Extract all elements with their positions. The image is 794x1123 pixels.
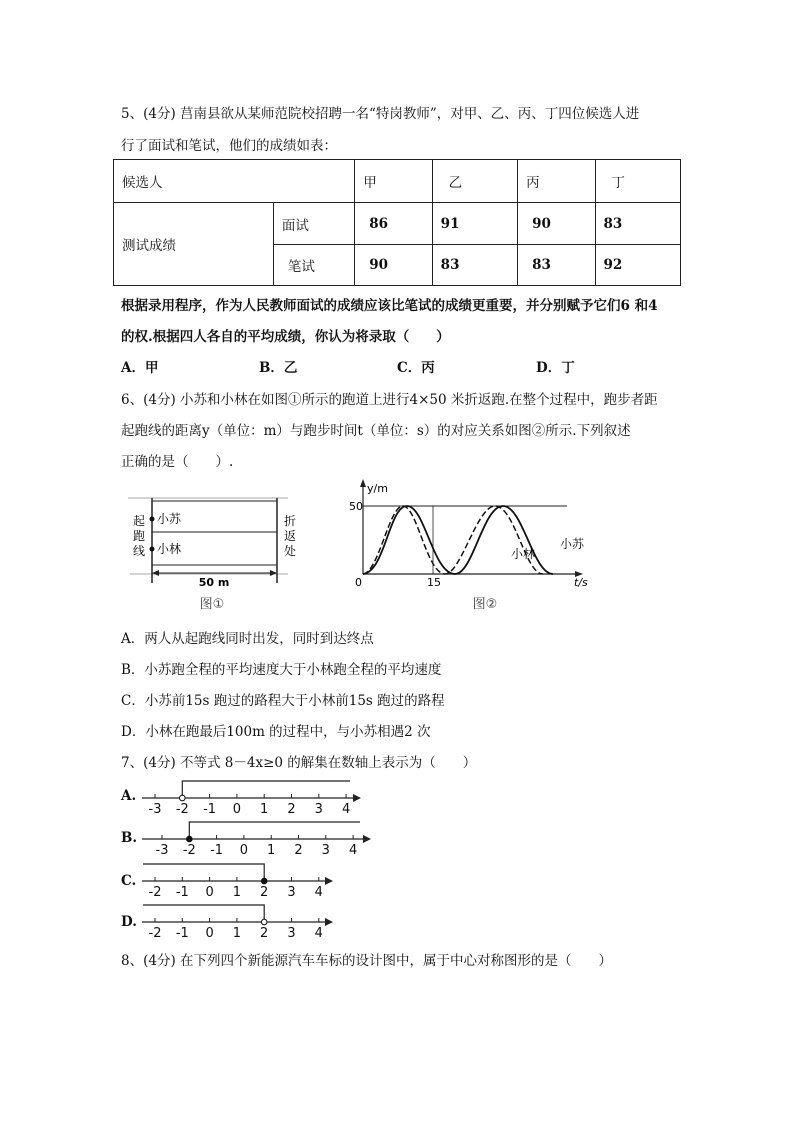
table-cell: 92 [595, 245, 680, 286]
closed-endpoint [187, 836, 193, 842]
number-line-tick-label: 2 [287, 802, 296, 817]
number-line-tick-label: 3 [321, 843, 330, 858]
q5-stem-line1: 5、(4分) 莒南县欲从某师范院校招聘一名“特岗教师”，对甲、乙、丙、丁四位候选人进 [121, 106, 640, 122]
solution-ray [143, 905, 264, 919]
number-line-tick-label: 4 [314, 926, 323, 941]
number-line-b[interactable] [140, 818, 380, 862]
number-line-tick-label: 0 [239, 843, 249, 858]
solution-ray [189, 822, 360, 836]
x-axis-label: t/s [574, 576, 588, 589]
q5-stem-line2: 行了面试和笔试，他们的成绩如表： [121, 138, 337, 154]
number-line-tick-label: 0 [205, 885, 214, 900]
table-cell: 91 [432, 203, 517, 245]
q7-option-d-label[interactable]: D. [121, 914, 137, 930]
table-cell: 90 [518, 203, 595, 245]
table-row-label: 面试 [273, 203, 354, 245]
start-line-label-char: 跑 [132, 529, 146, 543]
q6-stem-line3: 正确的是（ ）. [121, 454, 234, 470]
number-line-tick-label: -3 [148, 802, 162, 817]
table-candidate: 乙 [432, 160, 517, 203]
turn-point-label-char: 处 [283, 544, 297, 558]
runner-a-label: 小苏 [157, 512, 182, 526]
number-line-tick-label: 4 [314, 885, 323, 900]
number-line-tick-label: 0 [232, 802, 242, 817]
y-tick-50: 50 [349, 500, 363, 513]
q6-stem-line1: 6、(4分) 小苏和小林在如图①所示的跑道上进行4×50 米折返跑.在整个过程中，跑步者距 [121, 392, 658, 408]
number-line-tick-label: -2 [148, 926, 162, 941]
number-line-tick-label: -2 [148, 885, 162, 900]
closed-endpoint [261, 878, 267, 884]
number-line-tick-label: -1 [210, 843, 224, 858]
open-endpoint [261, 919, 267, 925]
start-line-label-char: 线 [132, 544, 146, 558]
table-cell: 83 [595, 203, 680, 245]
table-candidate: 丙 [518, 160, 595, 203]
number-line-tick-label: -1 [203, 802, 217, 817]
number-line-tick-label: 2 [260, 885, 269, 900]
number-line-a[interactable] [140, 775, 370, 819]
solution-ray [143, 864, 264, 878]
q7-option-a-label[interactable]: A. [121, 788, 137, 804]
number-line-tick-label: 1 [267, 843, 276, 858]
q7-option-c-label[interactable]: C. [121, 873, 137, 889]
number-line-arrowhead [363, 835, 371, 843]
number-line-tick-label: -2 [175, 802, 189, 817]
q8-stem: 8、(4分) 在下列四个新能源汽车车标的设计图中，属于中心对称图形的是（ ） [121, 953, 613, 969]
number-line-arrowhead [325, 877, 333, 885]
runner-a-dot [150, 517, 155, 522]
q5-option-d[interactable]: D．丁 [536, 360, 575, 376]
number-line-arrowhead [353, 794, 361, 802]
start-line-label-char: 起 [132, 514, 146, 528]
number-line-c[interactable] [140, 860, 340, 904]
number-line-tick-label: -3 [155, 843, 169, 858]
track-figure [128, 488, 308, 616]
length-label: 50 m [198, 576, 230, 589]
q6-stem-line2: 起跑线的距离y（单位：m）与跑步时间t（单位：s）的对应关系如图②所示.下列叙述 [121, 423, 631, 439]
table-row-label: 笔试 [273, 245, 354, 286]
x-tick-0: 0 [355, 576, 362, 589]
q6-option-c[interactable]: C．小苏前15s 跑过的路程大于小林前15s 跑过的路程 [121, 693, 445, 709]
table-cell: 86 [355, 203, 432, 245]
fig1-caption: 图① [199, 597, 225, 612]
q6-option-a[interactable]: A．两人从起跑线同时出发，同时到达终点 [121, 631, 374, 647]
q7-option-b-label[interactable]: B. [121, 830, 138, 846]
table-cell: 90 [355, 245, 432, 286]
q5-option-c[interactable]: C．丙 [397, 360, 435, 376]
number-line-tick-label: 2 [294, 843, 303, 858]
table-cell: 83 [432, 245, 517, 286]
number-line-tick-label: 3 [314, 802, 323, 817]
number-line-tick-label: -1 [175, 926, 189, 941]
q5-followup-line1: 根据录用程序，作为人民教师面试的成绩应该比笔试的成绩更重要，并分别赋予它们6 和4 [121, 298, 658, 314]
y-axis-label: y/m [367, 482, 388, 495]
series-xiaosu-curve [363, 506, 553, 574]
series-xiaosu-label: 小苏 [560, 537, 585, 551]
number-line-tick-label: 1 [232, 926, 242, 941]
number-line-tick-label: -2 [182, 843, 196, 858]
turn-point-label-char: 返 [283, 529, 297, 543]
number-line-tick-label: 2 [260, 926, 269, 941]
number-line-tick-label: 4 [341, 802, 351, 817]
open-endpoint [180, 795, 186, 801]
table-cell: 83 [518, 245, 595, 286]
q5-option-a[interactable]: A．甲 [121, 360, 159, 376]
number-line-tick-label: 4 [348, 843, 358, 858]
solution-ray [182, 781, 350, 795]
q6-option-b[interactable]: B．小苏跑全程的平均速度大于小林跑全程的平均速度 [121, 662, 442, 678]
number-line-arrowhead [325, 918, 333, 926]
table-header-label: 候选人 [114, 160, 355, 203]
number-line-tick-label: 1 [232, 885, 242, 900]
table-candidate: 丁 [595, 160, 680, 203]
number-line-d[interactable] [140, 901, 340, 945]
number-line-tick-label: -1 [175, 885, 189, 900]
series-xiaolin-label: 小林 [511, 547, 536, 561]
runner-b-label: 小林 [157, 542, 182, 556]
number-line-tick-label: 0 [205, 926, 214, 941]
q5-option-b[interactable]: B．乙 [259, 360, 298, 376]
q5-followup-line2: 的权.根据四人各自的平均成绩，你认为将录取（ ） [121, 329, 450, 345]
q7-stem: 7、(4分) 不等式 8－4x≥0 的解集在数轴上表示为（ ） [121, 755, 477, 771]
q6-option-d[interactable]: D．小林在跑最后100m 的过程中，与小苏相遇2 次 [121, 724, 431, 740]
number-line-tick-label: 3 [287, 926, 296, 941]
fig2-caption: 图② [472, 597, 498, 612]
number-line-tick-label: 1 [260, 802, 269, 817]
table-group-label: 测试成绩 [114, 203, 274, 286]
distance-time-chart [345, 476, 595, 616]
turn-point-label-char: 折 [283, 514, 297, 528]
table-candidate: 甲 [355, 160, 432, 203]
scores-table [113, 159, 681, 286]
runner-b-dot [150, 547, 155, 552]
number-line-tick-label: 3 [287, 885, 296, 900]
x-tick-15: 15 [427, 576, 441, 589]
